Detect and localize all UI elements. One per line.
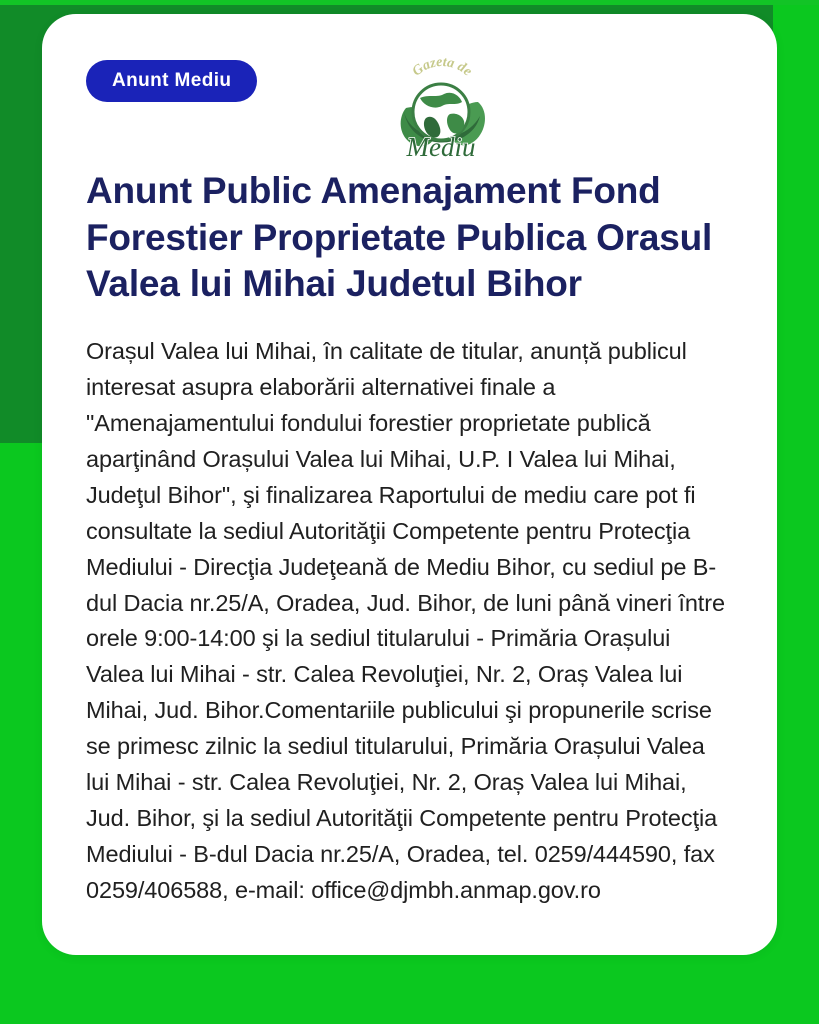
- card-header: [86, 42, 733, 162]
- announcement-body-text: Orașul Valea lui Mihai, în calitate de titular, anunță publicul interesat asupra elaborării alternativei finale a "Amenajamentului fondului forestier proprietate publică aparţinând Orașului Valea lui Mihai, U.P. I Valea lui Mihai, Judeţul Bihor", şi finalizarea Raportului de mediu care pot fi consultate la sediul Autorităţii Competente pentru Protecţia Mediului - Direcţia Judeţeană de Mediu Bihor, cu sediul pe B-dul Dacia nr.25/A, Oradea, Jud. Bihor, de luni până vineri între orele 9:00-14:00 şi la sediul titularului - Primăria Orașului Valea lui Mihai - str. Calea Revoluţiei, Nr. 2, Oraș Valea lui Mihai, Jud. Bihor.Comentariile publicului şi propunerile scrise se primesc zilnic la sediul titularului, Primăria Orașului Valea lui Mihai - str. Calea Revoluţiei, Nr. 2, Oraș Valea lui Mihai, Jud. Bihor, şi la sediul Autorităţii Competente pentru Protecţia Mediului - B-dul Dacia nr.25/A, Oradea, tel. 0259/444590, fax 0259/406588, e-mail: office@djmbh.anmap.gov.ro: [86, 337, 725, 904]
- background-bright-green-right-strip: [773, 0, 819, 443]
- page-title: Anunt Public Amenajament Fond Forestier Proprietate Publica Orasul Valea lui Mihai Judetul Bihor: [86, 170, 713, 305]
- announcement-card: [42, 14, 777, 955]
- gazeta-de-mediu-logo: [386, 50, 496, 165]
- category-badge[interactable]: Anunt Mediu: [86, 60, 257, 102]
- logo-bottom-text: Mediu: [406, 132, 476, 162]
- logo-top-text: Gazeta de: [409, 54, 475, 80]
- background-top-stripe: [0, 0, 819, 5]
